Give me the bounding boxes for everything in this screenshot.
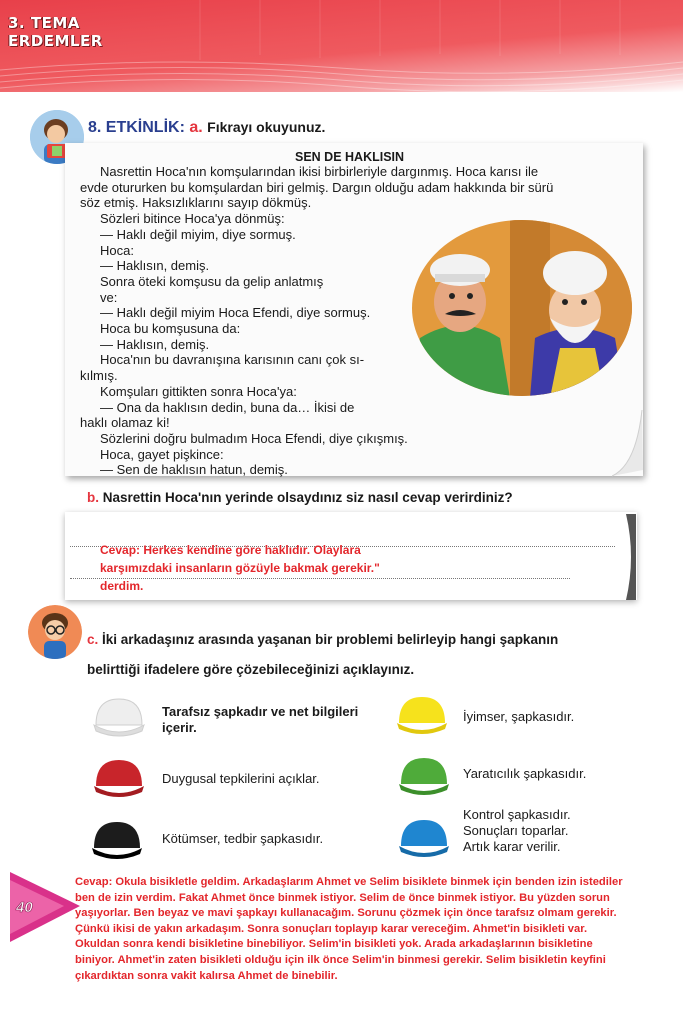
story-line: Sonra öteki komşusu da gelip anlatmış xyxy=(100,273,324,289)
red-hat-icon xyxy=(92,756,146,802)
story-line: Komşuları gittikten sonra Hoca'ya: xyxy=(100,383,297,399)
story-line: ve: xyxy=(100,289,118,305)
white-hat-icon xyxy=(92,695,146,741)
question-c-line-2: belirttiği ifadelere göre çözebileceğinizi açıklayınız. xyxy=(87,662,415,677)
story-line: Hoca, gayet pişkince: xyxy=(100,446,224,462)
story-line: — Haklısın, demiş. xyxy=(100,336,210,352)
story-line: kılmış. xyxy=(80,368,118,384)
part-c-marker: c. xyxy=(87,632,99,647)
story-line: söz etmiş. Haksızlıklarını sayıp dökmüş. xyxy=(80,195,312,211)
story-line: Hoca: xyxy=(100,242,134,258)
question-b-text: Nasrettin Hoca'nın yerinde olsaydınız siz nasıl cevap verirdiniz? xyxy=(102,490,513,505)
story-line: Sözleri bitince Hoca'ya dönmüş: xyxy=(100,211,285,227)
answer-b-line-1: Cevap: Herkes kendine göre haklıdır. Olaylara xyxy=(100,543,361,557)
answer-c-text xyxy=(75,875,683,984)
strip-edge-shadow xyxy=(622,514,636,600)
page-number: 40 xyxy=(16,899,33,916)
blue-hat-icon xyxy=(397,816,451,862)
part-a-marker: a. xyxy=(189,119,203,136)
story-title: SEN DE HAKLISIN xyxy=(295,150,405,164)
white-hat-label: Tarafsız şapkadır ve net bilgileri içerir. xyxy=(162,704,359,735)
answer-c-line: çıkardıktan sonra vakit kalırsa Ahmet de binebilir. xyxy=(75,969,338,982)
story-line: — Haklı değil miyim Hoca Efendi, diye sormuş. xyxy=(100,305,371,321)
nasreddin-hodja-illustration xyxy=(410,218,635,398)
story-line: haklı olamaz ki! xyxy=(80,415,170,431)
page-number-badge xyxy=(10,872,80,942)
boy-with-glasses-avatar xyxy=(28,605,82,659)
green-hat-icon xyxy=(397,754,451,800)
theme-title xyxy=(8,14,103,50)
theme-number: 3. TEMA xyxy=(8,14,80,32)
question-b xyxy=(87,490,513,505)
activity-title xyxy=(88,119,325,137)
story-line: Nasrettin Hoca'nın komşularından ikisi birbirleriyle dargınmış. Hoca karısı ile xyxy=(100,164,539,179)
answer-c-line: ben de izin verdim. Fakat Ahmet önce binmek istiyor. Selim de önce binmek istiyor. Bu yüzden sorun xyxy=(75,891,610,904)
answer-b-text xyxy=(100,541,380,595)
activity-number: 8. ETKİNLİK: xyxy=(88,119,185,136)
answer-c-line: biniyor. Ahmet'in zaten bisikleti olduğu için ilk önce Selim'in binmesi gerekir. Selim bisikletin keyfini xyxy=(75,953,606,966)
part-b-marker: b. xyxy=(87,490,99,505)
green-hat-label: Yaratıcılık şapkasıdır. xyxy=(463,766,587,781)
answer-b-line-2: karşımızdaki insanların gözüyle bakmak gerekir." xyxy=(100,561,380,575)
question-c-line-1: İki arkadaşınız arasında yaşanan bir problemi belirleyip hangi şapkanın xyxy=(102,632,559,647)
story-line: — Haklı değil miyim, diye sormuş. xyxy=(100,226,296,242)
question-c xyxy=(87,625,647,685)
answer-c-line: yaşıyorlar. Ben beyaz ve mavi şapkayı kullanacağım. Sorunu çözmek için önce tarafsız olmam gerekir. xyxy=(75,907,617,920)
story-line: — Sen de haklısın hatun, demiş. xyxy=(100,462,288,478)
answer-c-line: Okuldan sonra kendi bisikletine binebiliyor. Selim'in bisikleti yok. Arada arkadaşlarının bisikletine xyxy=(75,938,593,951)
story-line: Hoca bu komşusuna da: xyxy=(100,321,241,337)
answer-c-line: Çünkü ikisi de yakın arkadaşım. Sonra sonuçları toplayıp karar vereceğim. Ahmet'in bisikleti var. xyxy=(75,922,588,935)
story-line: Hoca'nın bu davranışına karısının canı çok sı- xyxy=(100,352,365,368)
story-line: — Haklısın, demiş. xyxy=(100,258,210,274)
answer-c-line: Cevap: Okula bisikletle geldim. Arkadaşlarım Ahmet ve Selim bisiklete binmek için benden izin istediler xyxy=(75,876,623,888)
black-hat-label: Kötümser, tedbir şapkasıdır. xyxy=(162,831,324,846)
story-line: Sözlerini doğru bulmadım Hoca Efendi, diye çıkışmış. xyxy=(100,430,408,446)
theme-name: ERDEMLER xyxy=(8,32,103,50)
red-hat-label: Duygusal tepkilerini açıklar. xyxy=(162,771,320,786)
story-line: evde otururken bu komşulardan biri gelmiş. Dargın olduğu adam hakkında bir sürü xyxy=(80,179,554,195)
yellow-hat-icon xyxy=(395,693,449,739)
answer-b-line-3: derdim. xyxy=(100,579,144,593)
blue-hat-label: Kontrol şapkasıdır. Sonuçları toparlar. Artık karar verilir. xyxy=(463,807,571,854)
yellow-hat-label: İyimser, şapkasıdır. xyxy=(463,709,575,724)
header-banner xyxy=(0,0,683,92)
black-hat-icon xyxy=(90,818,144,864)
story-line: — Ona da haklısın dedin, buna da… İkisi de xyxy=(100,399,355,415)
part-a-instruction: Fıkrayı okuyunuz. xyxy=(207,119,326,135)
